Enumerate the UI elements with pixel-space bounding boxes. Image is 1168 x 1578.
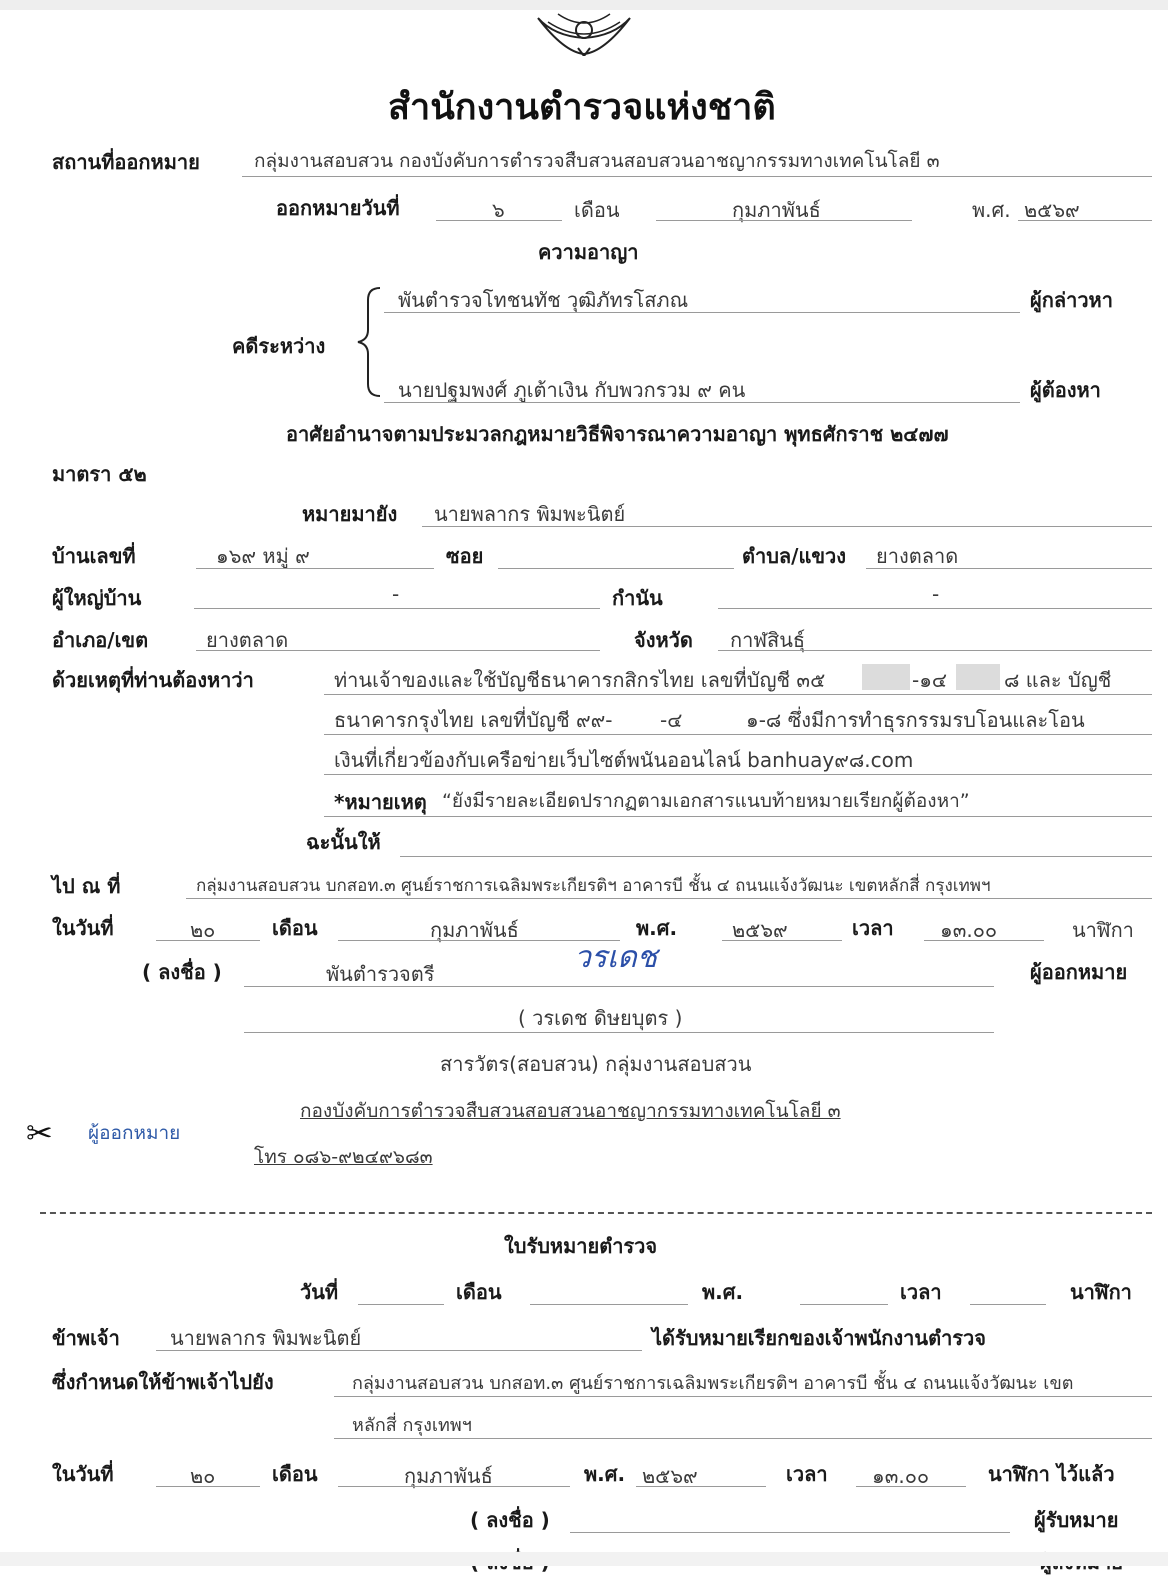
reason-underline-4 [324,816,1152,817]
receipt-on-month-underline [338,1486,570,1487]
kamnan-underline [718,608,1152,609]
district-label: อำเภอ/เขต [52,628,149,652]
receipt-i-value: นายพลากร พิมพะนิตย์ [170,1326,362,1350]
on-year-label: พ.ศ. [636,916,678,940]
receipt-year-underline [800,1304,888,1305]
reason-line1c: ๘ และ บัญชี [1004,668,1112,692]
receipt-date-label: วันที่ [300,1280,339,1304]
accuser-name: พันตำรวจโทชนทัช วุฒิภัทรโสภณ [398,288,689,312]
between-label: คดีระหว่าง [232,334,326,358]
receipt-on-year-label: พ.ศ. [584,1462,626,1486]
goto-value: กลุ่มงานสอบสวน บกสอท.๓ ศูนย์ราชการเฉลิมพระเกียรติฯ อาคารบี ชั้น ๔ ถนนแจ้งวัฒนะ เขตหลักสี่ กรุงเทพฯ [196,876,991,896]
receipt-received-label: ได้รับหมายเรียกของเจ้าพนักงานตำรวจ [652,1326,986,1350]
receipt-on-year-underline [636,1486,766,1487]
headman-label: ผู้ใหญ่บ้าน [52,586,142,610]
therefore-label: ฉะนั้นให้ [306,830,381,854]
therefore-underline [400,856,1152,857]
accuser-underline [384,312,1020,313]
accused-underline [384,402,1020,403]
receipt-oclock-label: นาฬิกา [1070,1280,1132,1304]
sign-label: ( ลงชื่อ ) [142,960,222,984]
reason-line1b: -๑๔ [912,668,948,692]
receipt-year-label: พ.ศ. [702,1280,744,1304]
receipt-on-time: ๑๓.๐๐ [872,1464,930,1488]
on-oclock-label: นาฬิกา [1072,918,1134,942]
place-underline [242,176,1152,177]
house-underline [196,568,434,569]
reason-underline-2 [324,734,1152,735]
kamnan-value: - [932,582,940,606]
on-year-underline [722,940,842,941]
receipt-time-label: เวลา [900,1280,942,1304]
note-value: “ยังมีรายละเอียดปรากฏตามเอกสารแนบท้ายหมายเรียกผู้ต้องหา” [442,790,970,812]
receipt-kept-label: นาฬิกา ไว้แล้ว [988,1462,1115,1486]
on-time-label: เวลา [852,916,894,940]
signer-rank: พันตำรวจตรี [326,962,435,986]
to-label: หมายมายัง [302,502,398,526]
subdistrict-label: ตำบล/แขวง [742,544,847,568]
receiver-role: ผู้รับหมาย [1034,1508,1119,1532]
receipt-on-day-underline [156,1486,260,1487]
cut-line [40,1212,1152,1214]
district-value: ยางตลาด [206,628,289,652]
province-value: กาฬสินธุ์ [730,628,806,652]
signer-position: สารวัตร(สอบสวน) กลุ่มงานสอบสวน [440,1052,752,1076]
issue-year: ๒๕๖๙ [1024,198,1080,222]
soi-label: ซอย [446,544,484,568]
goto-underline [186,898,1152,899]
to-underline [422,526,1152,527]
note-label: *หมายเหตุ [334,790,427,814]
to-value: นายพลากร พิมพะนิตย์ [434,502,626,526]
on-month: กุมภาพันธ์ [430,918,519,942]
house-value: ๑๖๙ หมู่ ๙ [216,544,310,568]
redaction-box [862,664,910,690]
issue-month-label: เดือน [574,198,620,222]
reason-line2c: ๑-๘ ซึ่งมีการทำธุรกรรมรบโอนและโอน [746,708,1085,732]
reason-line3: เงินที่เกี่ยวข้องกับเครือข่ายเว็บไซต์พนันออนไลน์ banhuay๙๘.com [334,748,914,772]
subdistrict-value: ยางตลาด [876,544,959,568]
province-underline [718,650,1152,651]
signer-name: ( วรเดช ดิษยบุตร ) [518,1006,683,1030]
headman-underline [194,608,600,609]
receipt-on-day: ๒๐ [190,1464,216,1488]
on-date-label: ในวันที่ [52,916,114,940]
receipt-on-time-label: เวลา [786,1462,828,1486]
receipt-title: ใบรับหมายตำรวจ [504,1234,658,1258]
brace-icon [356,286,384,398]
receipt-on-month: กุมภาพันธ์ [404,1464,493,1488]
subdistrict-underline [866,568,1152,569]
receipt-goto-label: ซึ่งกำหนดให้ข้าพเจ้าไปยัง [52,1370,274,1394]
accused-name: นายปฐมพงศ์ ภูเต้าเงิน กับพวกรวม ๙ คน [398,378,746,402]
receipt-goto-underline-2 [334,1438,1152,1439]
issue-year-label: พ.ศ. [972,198,1011,222]
on-year: ๒๕๖๙ [732,918,788,942]
receipt-month-underline [530,1304,688,1305]
province-label: จังหวัด [634,628,693,652]
place-value: กลุ่มงานสอบสวน กองบังคับการตำรวจสืบสวนสอบสวนอาชญากรรมทางเทคโนโลยี ๓ [254,150,940,172]
authority-text: อาศัยอำนาจตามประมวลกฎหมายวิธีพิจารณาความอาญา พุทธศักราช ๒๔๗๗ [286,422,949,446]
place-label: สถานที่ออกหมาย [52,150,200,174]
signer-phone: โทร ๐๘๖-๙๒๔๙๖๘๓ [254,1146,433,1168]
accuser-role: ผู้กล่าวหา [1030,288,1113,312]
receipt-on-year: ๒๕๖๙ [642,1464,698,1488]
cut-label[interactable]: ผู้ออกหมาย [88,1122,181,1144]
reason-label: ด้วยเหตุที่ท่านต้องหาว่า [52,668,254,692]
reason-line1a: ท่านเจ้าของและใช้บัญชีธนาคารกสิกรไทย เลขที่บัญชี ๓๕ [334,668,826,692]
issue-month-underline [656,220,912,221]
issue-month: กุมภาพันธ์ [732,198,821,222]
on-month-label: เดือน [272,916,318,940]
receipt-goto-line2: หลักสี่ กรุงเทพฯ [352,1415,472,1436]
reason-underline-3 [324,774,1152,775]
reason-underline-1 [324,694,1152,695]
receipt-i-label: ข้าพเจ้า [52,1326,120,1350]
soi-underline [498,568,734,569]
page-title: สำนักงานตำรวจแห่งชาติ [388,87,776,128]
receipt-sign-underline [570,1532,1010,1533]
goto-label: ไป ณ ที่ [52,874,121,898]
issuer-role: ผู้ออกหมาย [1030,960,1128,984]
receipt-goto-line1: กลุ่มงานสอบสวน บกสอท.๓ ศูนย์ราชการเฉลิมพระเกียรติฯ อาคารบี ชั้น ๔ ถนนแจ้งวัฒนะ เขต [352,1373,1074,1394]
receipt-day-underline [358,1304,444,1305]
receipt-on-time-underline [856,1486,966,1487]
bottom-bar [0,1552,1168,1566]
signer-unit: กองบังคับการตำรวจสืบสวนสอบสวนอาชญากรรมทางเทคโนโลยี ๓ [300,1100,841,1122]
on-day-underline [156,940,260,941]
signer-name-underline [244,1032,994,1033]
scissors-icon: ✂ [26,1114,53,1152]
on-time: ๑๓.๐๐ [940,918,998,942]
district-underline [196,650,600,651]
receipt-sign-label: ( ลงชื่อ ) [470,1508,550,1532]
receipt-on-label: ในวันที่ [52,1462,114,1486]
redaction-box [956,664,1000,690]
house-label: บ้านเลขที่ [52,544,136,568]
handwritten-signature: วรเดช [574,940,658,975]
receipt-time-underline [970,1304,1046,1305]
case-type: ความอาญา [538,240,639,264]
headman-value: - [392,582,400,606]
receipt-month-label: เดือน [456,1280,502,1304]
sign-underline [244,986,994,987]
issue-day: ๖ [492,198,505,222]
kamnan-label: กำนัน [612,586,663,610]
issue-day-underline [436,220,562,221]
issue-date-label: ออกหมายวันที่ [276,196,400,220]
on-day: ๒๐ [190,918,216,942]
receipt-goto-underline-1 [334,1396,1152,1397]
on-time-underline [924,940,1044,941]
reason-line2a: ธนาคารกรุงไทย เลขที่บัญชี ๙๙- [334,708,613,732]
issue-year-underline [1018,220,1152,221]
accused-role: ผู้ต้องหา [1030,378,1101,402]
receipt-on-month-label: เดือน [272,1462,318,1486]
reason-line2b: -๔ [660,708,683,732]
garuda-seal-icon [534,8,634,56]
section-text: มาตรา ๕๒ [52,462,147,486]
receipt-i-underline [156,1350,642,1351]
